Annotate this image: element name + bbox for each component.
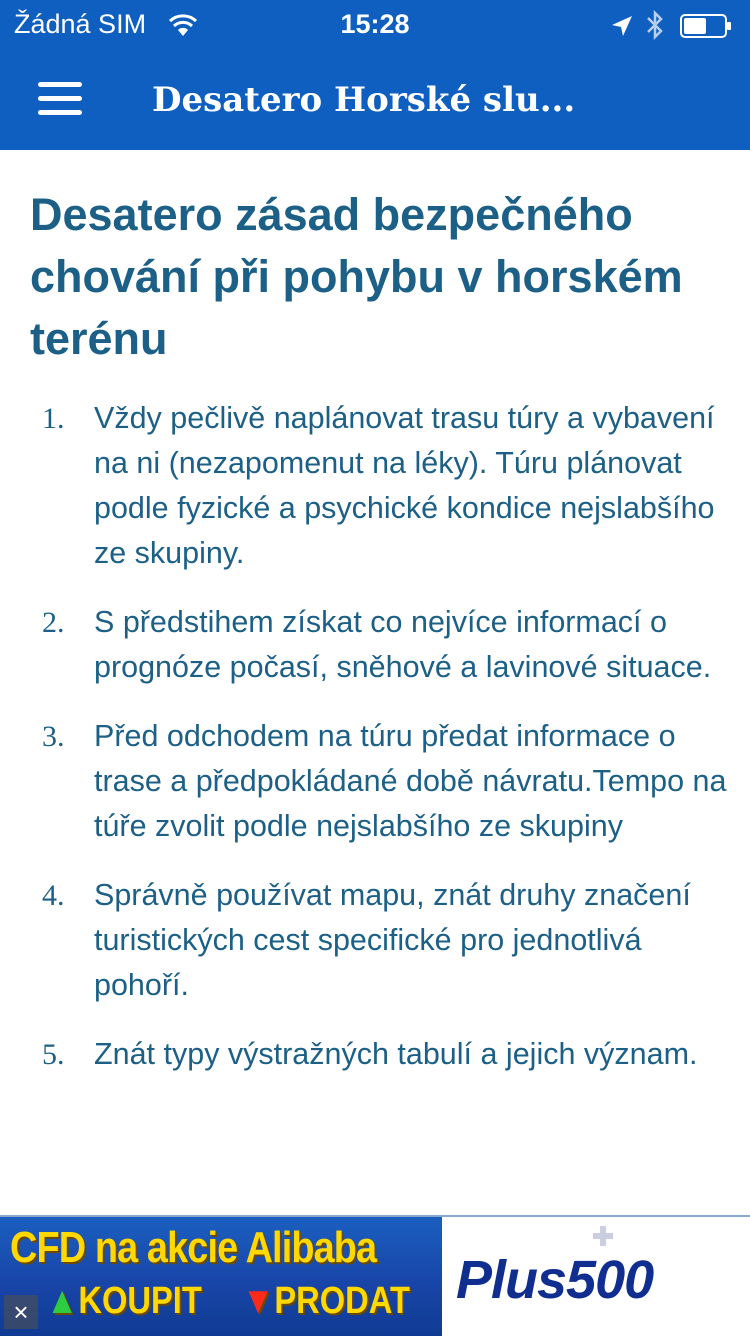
article-content[interactable] — [0, 150, 750, 1215]
carrier-label: Žádná SIM — [14, 9, 147, 39]
list-item — [0, 396, 750, 576]
list-item — [0, 1032, 750, 1077]
bluetooth-icon — [645, 10, 665, 40]
item-text: S předstihem získat co nejvíce informací o prognóze počasí, sněhové a lavinové situace. — [94, 605, 712, 684]
ad-sell-label: PRODAT — [274, 1280, 410, 1322]
down-arrow-icon: ▼ — [242, 1280, 275, 1322]
plus-icon — [592, 1225, 614, 1247]
item-text: Správně používat mapu, znát druhy značení turistických cest specifické pro jednotlivá pohoří. — [94, 878, 691, 1002]
battery-icon — [680, 14, 732, 38]
item-text: Před odchodem na túru předat informace o trase a předpokládané době návratu.Tempo na túře zvolit podle nejslabšího ze skupiny — [94, 719, 727, 843]
article-heading: Desatero zásad bezpečného chování při pohybu v horském terénu — [30, 189, 683, 364]
item-number: 1. — [42, 402, 65, 435]
item-text: Znát typy výstražných tabulí a jejich význam. — [94, 1037, 698, 1071]
list-item — [0, 873, 750, 1008]
menu-line — [38, 96, 82, 101]
menu-line — [38, 82, 82, 87]
ad-banner[interactable] — [0, 1215, 750, 1336]
up-arrow-icon: ▲ — [46, 1280, 79, 1322]
brand-logo: Plus500 — [456, 1250, 654, 1310]
item-number: 4. — [42, 879, 65, 912]
item-text: Vždy pečlivě naplánovat trasu túry a vybavení na ni (nezapomenut na léky). Túru plánovat podle fyzické a psychické kondice nejslabšího ze skupiny. — [94, 401, 715, 570]
close-icon[interactable]: × — [4, 1295, 38, 1329]
rules-list — [0, 396, 750, 1101]
clock: 15:28 — [340, 9, 410, 39]
list-item — [0, 600, 750, 690]
hamburger-icon[interactable] — [38, 82, 82, 116]
ad-headline: CFD na akcie Alibaba — [10, 1223, 377, 1272]
item-number: 5. — [42, 1038, 65, 1071]
ad-brand-panel[interactable] — [442, 1217, 750, 1336]
app-header — [0, 0, 750, 150]
page-title: Desatero Horské slu... — [152, 80, 576, 120]
status-bar — [0, 0, 750, 50]
ad-buy-button[interactable] — [46, 1280, 202, 1323]
list-item — [0, 714, 750, 849]
menu-line — [38, 110, 82, 115]
ad-sell-button[interactable] — [242, 1280, 410, 1323]
nav-bar — [0, 50, 750, 150]
item-number: 3. — [42, 720, 65, 753]
ad-buy-label: KOUPIT — [78, 1280, 202, 1322]
item-number: 2. — [42, 606, 65, 639]
location-arrow-icon — [610, 14, 634, 38]
ad-creative[interactable] — [0, 1217, 442, 1336]
